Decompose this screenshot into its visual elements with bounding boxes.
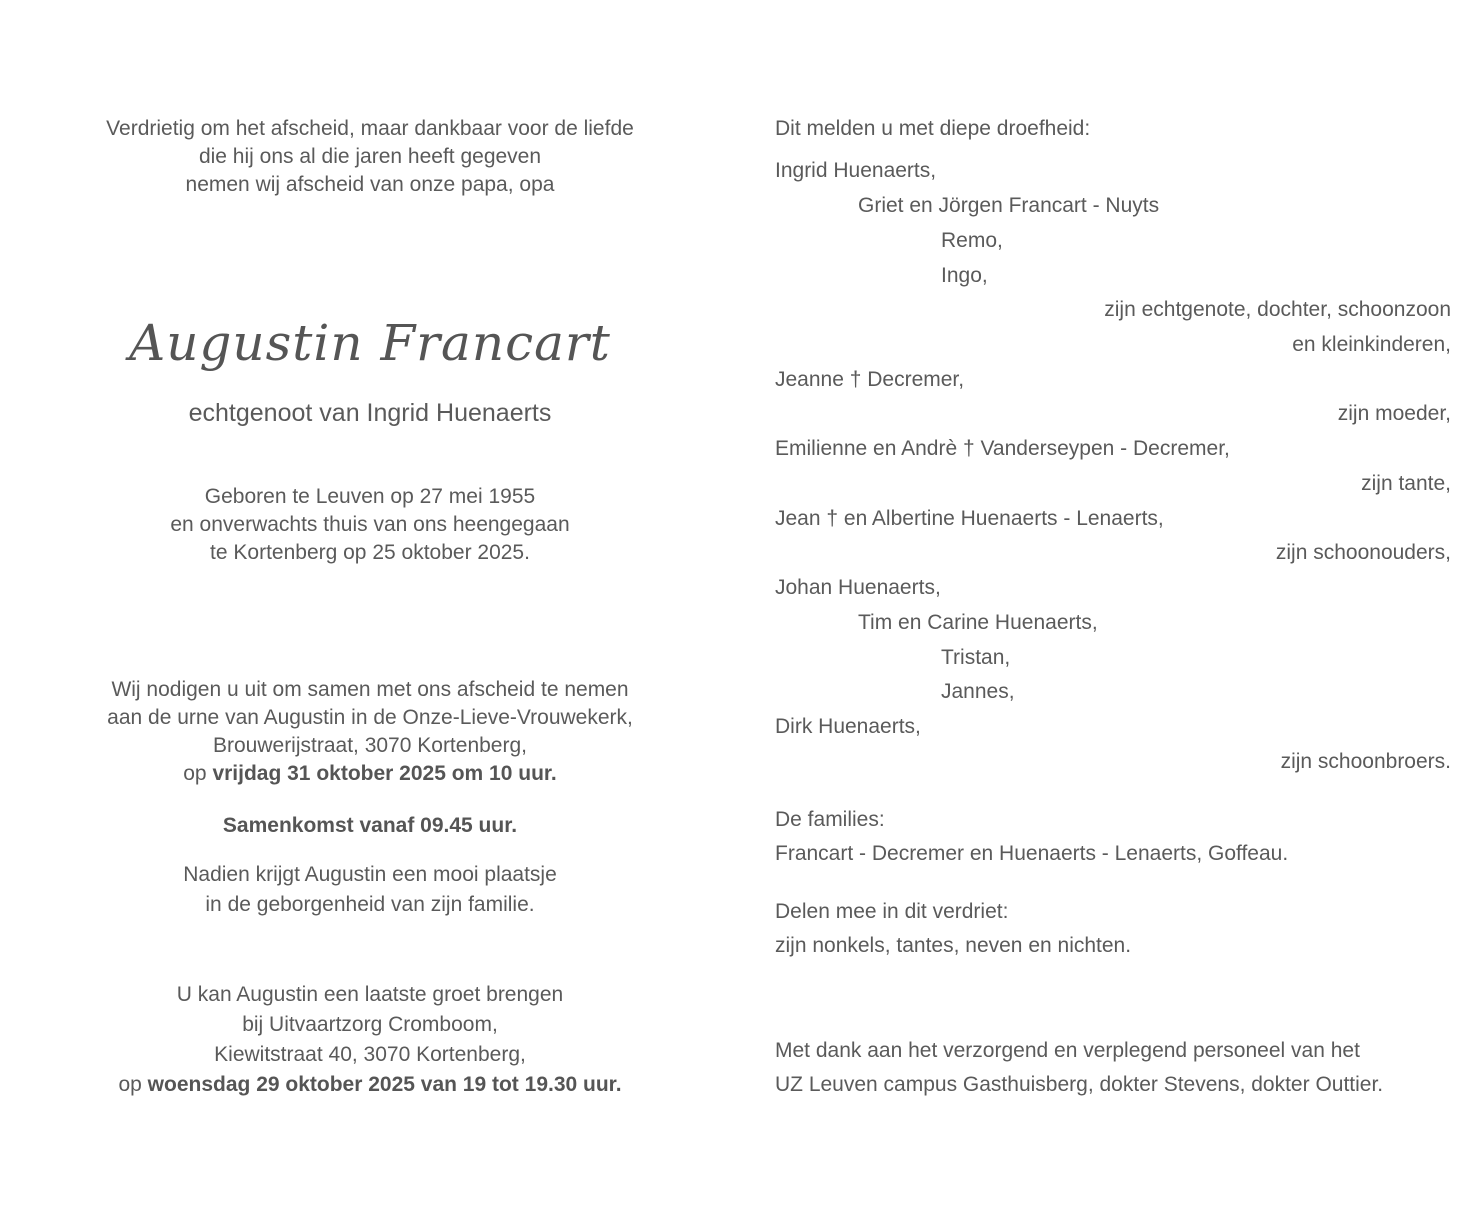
family-member: Ingrid Huenaerts, (775, 159, 937, 182)
visit-line: U kan Augustin een laatste groet brengen (176, 983, 564, 1006)
invite-line: Brouwerijstraat, 3070 Kortenberg, (212, 734, 527, 757)
family-member: Dirk Huenaerts, (775, 715, 921, 738)
families-label: De families: (775, 808, 885, 831)
visit-line: Kiewitstraat 40, 3070 Kortenberg, (214, 1043, 526, 1066)
family-role: zijn schoonbroers. (1280, 750, 1451, 773)
thanks-line: Met dank aan het verzorgend en verplegend personeel van het (775, 1039, 1360, 1062)
ceremony-invitation (40, 676, 700, 788)
after-text (40, 860, 700, 920)
after-line: Nadien krijgt Augustin een mooi plaatsje (183, 863, 557, 886)
family-member: Jean † en Albertine Huenaerts - Lenaerts, (775, 507, 1164, 530)
thanks-line: UZ Leuven campus Gasthuisberg, dokter Stevens, dokter Outtier. (775, 1073, 1384, 1096)
share-label: Delen mee in dit verdriet: (775, 900, 1009, 923)
share-names: zijn nonkels, tantes, neven en nichten. (775, 934, 1132, 957)
deceased-name: Augustin Francart (129, 314, 611, 372)
family-member: Jeanne † Decremer, (775, 368, 965, 391)
family-role: zijn moeder, (1337, 402, 1451, 425)
family-role: zijn tante, (1361, 472, 1451, 495)
after-line: in de geborgenheid van zijn familie. (205, 893, 535, 916)
born-line: en onverwachts thuis van ons heengegaan (170, 513, 570, 536)
family-member: Jannes, (941, 680, 1015, 703)
gathering-time: Samenkomst vanaf 09.45 uur. (222, 814, 518, 837)
family-member: Ingo, (941, 264, 988, 287)
visit-date: woensdag 29 oktober 2025 van 19 tot 19.30 uur. (147, 1073, 622, 1096)
ceremony-date: vrijdag 31 oktober 2025 om 10 uur. (212, 762, 557, 785)
family-member: Johan Huenaerts, (775, 576, 941, 599)
birth-death-text (40, 483, 700, 567)
visitation-info (40, 980, 700, 1100)
ceremony-date-line (40, 760, 700, 788)
born-line: Geboren te Leuven op 27 mei 1955 (204, 485, 536, 508)
family-member: Griet en Jörgen Francart - Nuyts (858, 194, 1160, 217)
visit-line: bij Uitvaartzorg Cromboom, (242, 1013, 498, 1036)
visit-date-prefix: op (118, 1073, 148, 1096)
family-role: zijn schoonouders, (1275, 541, 1451, 564)
ceremony-date-prefix: op (183, 762, 213, 785)
intro-line: nemen wij afscheid van onze papa, opa (185, 173, 555, 196)
intro-text (40, 115, 700, 199)
family-role: en kleinkinderen, (1292, 333, 1451, 356)
family-member: Tristan, (941, 646, 1011, 669)
invite-line: Wij nodigen u uit om samen met ons afscheid te nemen (111, 678, 629, 701)
family-role: zijn echtgenote, dochter, schoonzoon (1104, 298, 1451, 321)
born-line: te Kortenberg op 25 oktober 2025. (210, 541, 530, 564)
family-member: Remo, (941, 229, 1003, 252)
intro-line: die hij ons al die jaren heeft gegeven (198, 145, 542, 168)
intro-line: Verdrietig om het afscheid, maar dankbaar voor de liefde (106, 117, 634, 140)
spouse-line: echtgenoot van Ingrid Huenaerts (188, 399, 552, 427)
family-member: Tim en Carine Huenaerts, (858, 611, 1098, 634)
announcement-heading: Dit melden u met diepe droefheid: (775, 117, 1091, 140)
invite-line: aan de urne van Augustin in de Onze-Lieve-Vrouwekerk, (107, 706, 633, 729)
visit-date-line (40, 1070, 700, 1100)
families-names: Francart - Decremer en Huenaerts - Lenaerts, Goffeau. (775, 842, 1289, 865)
family-member: Emilienne en Andrè † Vanderseypen - Decremer, (775, 437, 1230, 460)
